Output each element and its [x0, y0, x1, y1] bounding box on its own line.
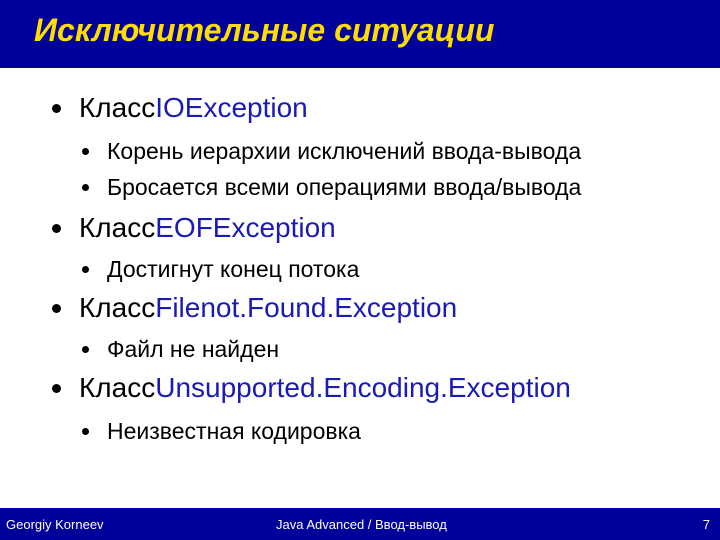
- sub-bullet-item: [82, 174, 581, 201]
- bullet-class-name: IOException: [155, 92, 308, 123]
- sub-bullet-dot-icon: [82, 346, 89, 353]
- bullet-class-name: EOFException: [155, 212, 336, 243]
- bullet-prefix: Класс: [79, 372, 156, 403]
- sub-bullet-text: Неизвестная кодировка: [107, 418, 361, 444]
- page-number: 7: [702, 517, 710, 532]
- bullet-class-name: Unsupported.Encoding.Exception: [155, 372, 571, 403]
- sub-bullet-item: [82, 336, 279, 363]
- bullet-item: [52, 212, 336, 244]
- sub-bullet-dot-icon: [82, 428, 89, 435]
- bullet-dot-icon: [52, 224, 61, 233]
- bullet-prefix: Класс: [79, 292, 156, 323]
- bullet-prefix: Класс: [79, 212, 156, 243]
- sub-bullet-item: [82, 138, 581, 165]
- footer-author: Georgiy Korneev: [6, 517, 104, 532]
- bullet-prefix: Класс: [79, 92, 156, 123]
- sub-bullet-text: Бросается всеми операциями ввода/вывода: [107, 174, 582, 200]
- bullet-dot-icon: [52, 384, 61, 393]
- sub-bullet-item: [82, 418, 361, 445]
- bullet-dot-icon: [52, 304, 61, 313]
- sub-bullet-text: Корень иерархии исключений ввода-вывода: [107, 138, 582, 164]
- sub-bullet-text: Достигнут конец потока: [107, 256, 360, 282]
- footer-bar: [0, 508, 720, 540]
- sub-bullet-dot-icon: [82, 266, 89, 273]
- bullet-item: [52, 372, 571, 404]
- sub-bullet-item: [82, 256, 359, 283]
- bullet-dot-icon: [52, 104, 61, 113]
- bullet-item: [52, 92, 308, 124]
- footer-course: Java Advanced / Ввод-вывод: [276, 517, 447, 532]
- slide-title: Исключительные ситуации: [34, 12, 495, 48]
- sub-bullet-dot-icon: [82, 148, 89, 155]
- sub-bullet-text: Файл не найден: [107, 336, 280, 362]
- bullet-class-name: Filenot.Found.Exception: [155, 292, 458, 323]
- bullet-item: [52, 292, 457, 324]
- sub-bullet-dot-icon: [82, 184, 89, 191]
